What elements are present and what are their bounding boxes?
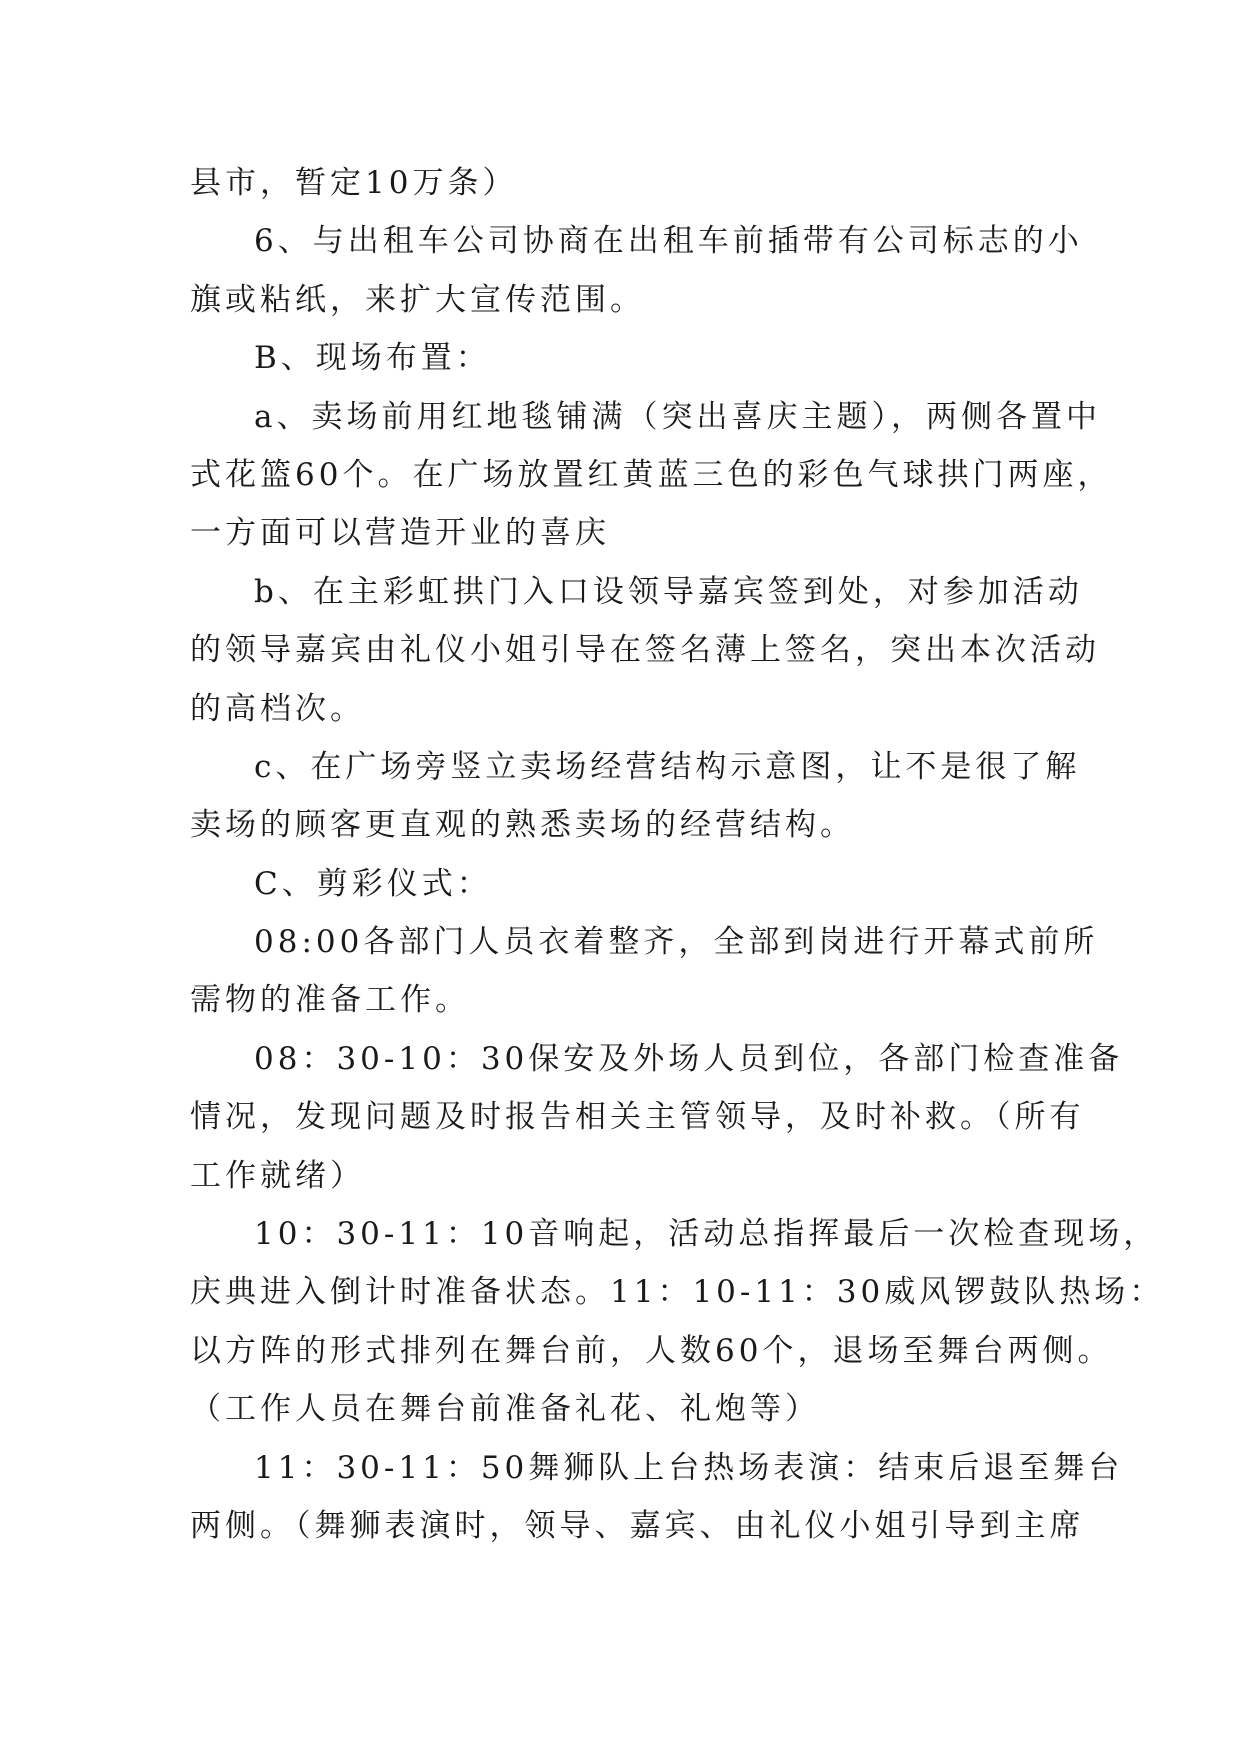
section-heading-b: B、现场布置： bbox=[254, 340, 491, 377]
text-line: 工作就绪） bbox=[190, 1157, 365, 1194]
paragraph-4 bbox=[190, 388, 1113, 563]
text-line: 08:00各部门人员衣着整齐，全部到岗进行开幕式前所 bbox=[254, 924, 1099, 961]
text-line: 需物的准备工作。 bbox=[190, 982, 470, 1019]
text-line: 6、与出租车公司协商在出租车前插带有公司标志的小 bbox=[254, 223, 1083, 260]
text-line: （工作人员在舞台前准备礼花、礼炮等） bbox=[190, 1391, 820, 1428]
text-line: c、在广场旁竖立卖场经营结构示意图，让不是很了解 bbox=[254, 748, 1081, 785]
paragraph-5 bbox=[190, 563, 1100, 738]
text-line: b、在主彩虹拱门入口设领导嘉宾签到处，对参加活动 bbox=[254, 573, 1083, 610]
paragraph-6 bbox=[190, 738, 1090, 855]
text-line: 情况，发现问题及时报告相关主管领导，及时补救。（所有 bbox=[190, 1099, 1085, 1136]
document-body bbox=[190, 154, 1165, 1555]
text-line: 两侧。（舞狮表演时，领导、嘉宾、由礼仪小姐引导到主席 bbox=[190, 1507, 1085, 1544]
text-line: 县市，暂定10万条） bbox=[190, 165, 518, 201]
paragraph-8 bbox=[190, 913, 1099, 1030]
text-line: 08：30-10：30保安及外场人员到位，各部门检查准备 bbox=[254, 1040, 1124, 1077]
text-line: 以方阵的形式排列在舞台前，人数60个，退场至舞台两侧。 bbox=[190, 1332, 1113, 1369]
text-line: 10：30-11：10音响起，活动总指挥最后一次检查现场， bbox=[254, 1216, 1159, 1253]
text-line: 的领导嘉宾由礼仪小姐引导在签名薄上签名，突出本次活动 bbox=[190, 632, 1100, 669]
paragraph-11 bbox=[190, 1439, 1124, 1556]
section-heading-c: C、剪彩仪式： bbox=[254, 865, 492, 902]
text-line: 的高档次。 bbox=[190, 690, 365, 727]
paragraph-2 bbox=[190, 212, 1090, 329]
text-line: 一方面可以营造开业的喜庆 bbox=[190, 515, 610, 552]
text-line: 11：30-11：50舞狮队上台热场表演：结束后退至舞台 bbox=[254, 1449, 1124, 1486]
text-line: a、卖场前用红地毯铺满（突出喜庆主题），两侧各置中 bbox=[254, 398, 1101, 435]
text-line: 卖场的顾客更直观的熟悉卖场的经营结构。 bbox=[190, 807, 855, 844]
text-line: 庆典进入倒计时准备状态。11：10-11：30威风锣鼓队热场： bbox=[190, 1274, 1165, 1311]
paragraph-7 bbox=[190, 855, 1090, 913]
paragraph-3 bbox=[190, 329, 1090, 387]
text-line: 旗或粘纸，来扩大宣传范围。 bbox=[190, 281, 645, 318]
text-line: 式花篮60个。在广场放置红黄蓝三色的彩色气球拱门两座， bbox=[190, 456, 1113, 493]
paragraph-9 bbox=[190, 1030, 1124, 1205]
paragraph-1 bbox=[190, 154, 1090, 212]
paragraph-10 bbox=[190, 1205, 1165, 1439]
